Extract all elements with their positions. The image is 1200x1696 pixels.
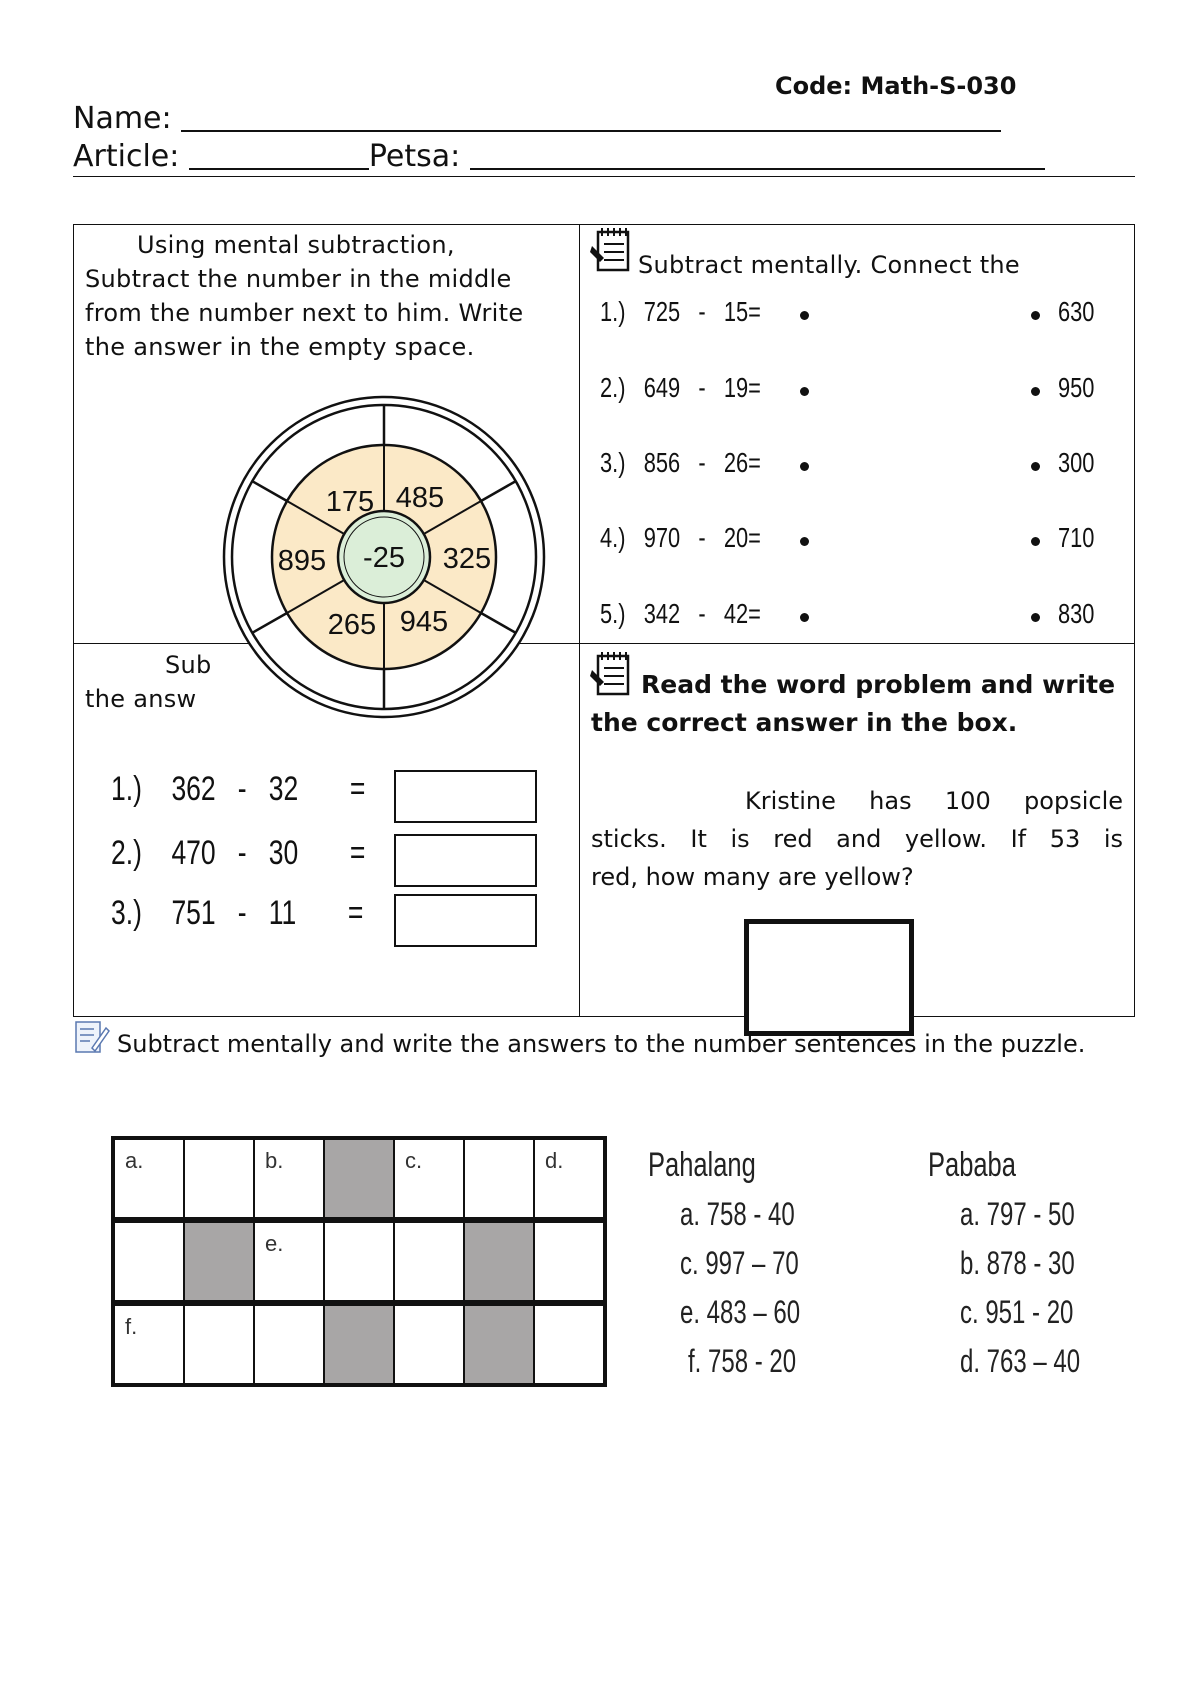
part2-answer: 710 <box>1058 522 1095 553</box>
crossword-blocked-cell <box>324 1303 394 1385</box>
worksheet-code: Code: Math-S-030 <box>775 72 1017 100</box>
article-date-line <box>73 138 1045 174</box>
wheel-number: 325 <box>442 543 492 575</box>
word-problem-line2: sticks. It is red and yellow. If 53 is <box>591 825 1123 853</box>
part2-item: 5.) 342 - 42= <box>600 598 761 629</box>
crossword-cell[interactable] <box>113 1220 184 1303</box>
crossword-cell[interactable] <box>184 1138 254 1220</box>
article-label: Article: <box>73 139 189 174</box>
date-field[interactable] <box>470 138 1045 170</box>
down-clues-title: Pababa <box>928 1146 1016 1184</box>
crossword-cell[interactable] <box>184 1303 254 1385</box>
notepad-pencil-icon <box>590 224 635 276</box>
crossword-cell[interactable] <box>464 1138 534 1220</box>
down-clue: a. 797 - 50 <box>960 1196 1075 1232</box>
down-clue: c. 951 - 20 <box>960 1294 1074 1330</box>
part4-instruction: Read the word problem and write the correct answer in the box. <box>591 670 1116 737</box>
crossword-cell[interactable]: d. <box>534 1138 605 1220</box>
crossword-cell[interactable]: e. <box>254 1220 324 1303</box>
across-clue: c. 997 – 70 <box>680 1245 799 1281</box>
subtraction-wheel <box>222 395 547 720</box>
crossword-cell[interactable] <box>394 1303 464 1385</box>
answer-box[interactable] <box>394 894 537 947</box>
part2-instruction: Subtract mentally. Connect the <box>638 251 1020 279</box>
wheel-number: 175 <box>325 486 375 518</box>
part2-item: 3.) 856 - 26= <box>600 447 761 478</box>
crossword-cell[interactable]: c. <box>394 1138 464 1220</box>
word-problem-line1: Kristine has 100 popsicle <box>745 787 1123 815</box>
across-clue: a. 758 - 40 <box>680 1196 795 1232</box>
part1-instruction: Using mental subtraction, Subtract the number in the middle from the number next to him. Write the answer in the empty space. <box>85 231 524 361</box>
crossword-cell[interactable]: a. <box>113 1138 184 1220</box>
crossword-blocked-cell <box>324 1138 394 1220</box>
wheel-number: 265 <box>327 609 377 641</box>
crossword-cell[interactable]: f. <box>113 1303 184 1385</box>
connect-dot-left[interactable] <box>800 613 809 622</box>
connect-dot-right[interactable] <box>1031 537 1040 546</box>
down-clue: d. 763 – 40 <box>960 1343 1081 1379</box>
header-divider <box>73 176 1135 177</box>
connect-dot-right[interactable] <box>1031 387 1040 396</box>
connect-dot-left[interactable] <box>800 387 809 396</box>
crossword-cell[interactable] <box>394 1220 464 1303</box>
word-problem-answer-box[interactable] <box>744 919 914 1036</box>
crossword-blocked-cell <box>464 1303 534 1385</box>
crossword-cell[interactable] <box>534 1303 605 1385</box>
part5-instruction: Subtract mentally and write the answers to the number sentences in the puzzle. <box>117 1030 1086 1058</box>
part2-item: 4.) 970 - 20= <box>600 522 761 553</box>
answer-box[interactable] <box>394 834 537 887</box>
connect-dot-right[interactable] <box>1031 613 1040 622</box>
crossword-cell[interactable]: b. <box>254 1138 324 1220</box>
across-clue: f. 758 - 20 <box>688 1343 797 1379</box>
part3-item: 1.) 362 - 32 = <box>111 770 366 808</box>
connect-dot-left[interactable] <box>800 311 809 320</box>
part2-item: 1.) 725 - 15= <box>600 296 761 327</box>
wheel-number: 485 <box>395 482 445 514</box>
connect-dot-left[interactable] <box>800 537 809 546</box>
part2-answer: 830 <box>1058 598 1095 629</box>
article-field[interactable] <box>189 138 369 170</box>
name-line <box>73 100 1001 136</box>
part3-instruction <box>85 648 215 716</box>
part3-instruction-line1: Sub <box>165 651 212 679</box>
part3-item: 3.) 751 - 11 = <box>111 894 364 932</box>
wheel-number: 945 <box>399 606 449 638</box>
crossword-cell[interactable] <box>254 1303 324 1385</box>
part2-item: 2.) 649 - 19= <box>600 372 761 403</box>
crossword-grid <box>111 1136 607 1387</box>
date-label: Petsa: <box>368 139 470 174</box>
connect-dot-right[interactable] <box>1031 462 1040 471</box>
word-problem-line3: red, how many are yellow? <box>591 863 914 891</box>
wheel-center-number: -25 <box>363 542 405 574</box>
part3-instruction-line2: the answ <box>85 685 197 713</box>
across-clues-title: Pahalang <box>648 1146 756 1184</box>
name-field[interactable] <box>181 100 1001 132</box>
connect-dot-right[interactable] <box>1031 311 1040 320</box>
name-label: Name: <box>73 101 182 136</box>
crossword-cell[interactable] <box>324 1220 394 1303</box>
grid-vertical-divider <box>579 224 580 1017</box>
down-clue: b. 878 - 30 <box>960 1245 1075 1281</box>
answer-box[interactable] <box>394 770 537 823</box>
connect-dot-left[interactable] <box>800 462 809 471</box>
part2-answer: 300 <box>1058 447 1095 478</box>
crossword-cell[interactable] <box>534 1220 605 1303</box>
part2-answer: 950 <box>1058 372 1095 403</box>
wheel-number: 895 <box>277 545 327 577</box>
part3-item: 2.) 470 - 30 = <box>111 834 366 872</box>
part2-answer: 630 <box>1058 296 1095 327</box>
crossword-blocked-cell <box>464 1220 534 1303</box>
across-clue: e. 483 – 60 <box>680 1294 801 1330</box>
crossword-blocked-cell <box>184 1220 254 1303</box>
